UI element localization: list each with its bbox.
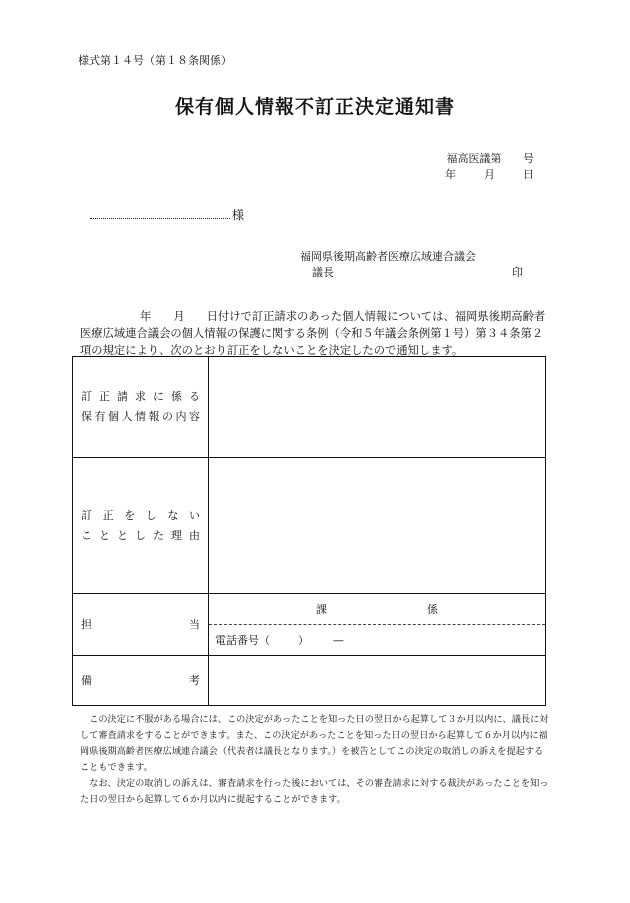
addressee-name-line[interactable] [90,209,230,219]
issuer-organization: 福岡県後期高齢者医療広域連合議会 [300,250,476,263]
field-reason[interactable] [209,458,546,594]
seal-mark: 印 [512,266,523,279]
issuer-title: 議長 [312,266,334,279]
document-number-suffix: 号 [523,152,534,165]
section-ka-label: 課 [316,603,327,616]
row-contact [73,594,546,656]
row-requested-info [73,357,546,458]
body-year: 年 [140,310,152,323]
label-requested-info-line2: 保 有 個 人 情 報 の 内 容 [81,410,200,423]
date-year: 年 [445,168,456,181]
document-title: 保有個人情報不訂正決定通知書 [174,96,455,118]
label-requested-info-line1: 訂 正 請 求 に 係 る [81,390,200,403]
phone-label: 電話番号（ [215,634,270,647]
date-month: 月 [484,168,495,181]
document-date [445,166,534,182]
section-kakari-label: 係 [427,603,438,616]
label-reason-line1: 訂 正 を し な い [81,508,200,522]
note-lawsuit: なお、決定の取消しの訴えは、審査請求を行った後においては、その審査請求に対する裁決があったことを知った日の翌日から起算して６か月以内に提起することができます。 [80,778,549,805]
date-day: 日 [523,168,534,181]
body-paragraph [80,308,550,359]
phone-dash: — [333,633,344,647]
contact-section-row[interactable] [209,594,545,625]
body-text: 日付けで訂正請求のあった個人情報については、福岡県後期高齢者医療広域連合議会の個人情報の保護に関する条例（令和５年議会条例第１号）第３４条第２項の規定により、次のとおり訂正をしないことを決定したので通知します。 [80,310,546,357]
phone-close-paren: ） [298,634,309,647]
decision-table [72,356,546,706]
contact-phone-row[interactable] [209,625,545,655]
document-number-prefix: 福高医議第 [446,152,502,165]
field-remarks[interactable] [209,656,546,706]
label-remarks: 備 考 [73,656,209,706]
field-contact [209,594,546,656]
form-number: 様式第１４号（第１８条関係） [78,54,232,67]
label-reason-line2: こ と と し た 理 由 [81,528,200,542]
label-reason [73,458,209,594]
label-contact: 担 当 [73,594,209,656]
row-reason [73,458,546,594]
note-appeal: この決定に不服がある場合には、この決定があったことを知った日の翌日から起算して３か月以内に、議長に対して審査請求をすることができます。また、この決定があったことを知った日の翌日から起算して６か月以内に福岡県後期高齢者医療広域連合議会（代表者は議長となります。）を被告としてこの決定の取消しの訴えを提起することもできます。 [80,714,549,773]
addressee [90,206,244,223]
body-month: 月 [173,310,185,323]
notes [80,712,550,808]
row-remarks [73,656,546,706]
addressee-suffix: 様 [232,208,245,222]
label-requested-info [73,357,209,458]
document-number [447,150,535,166]
field-requested-info[interactable] [209,357,546,458]
